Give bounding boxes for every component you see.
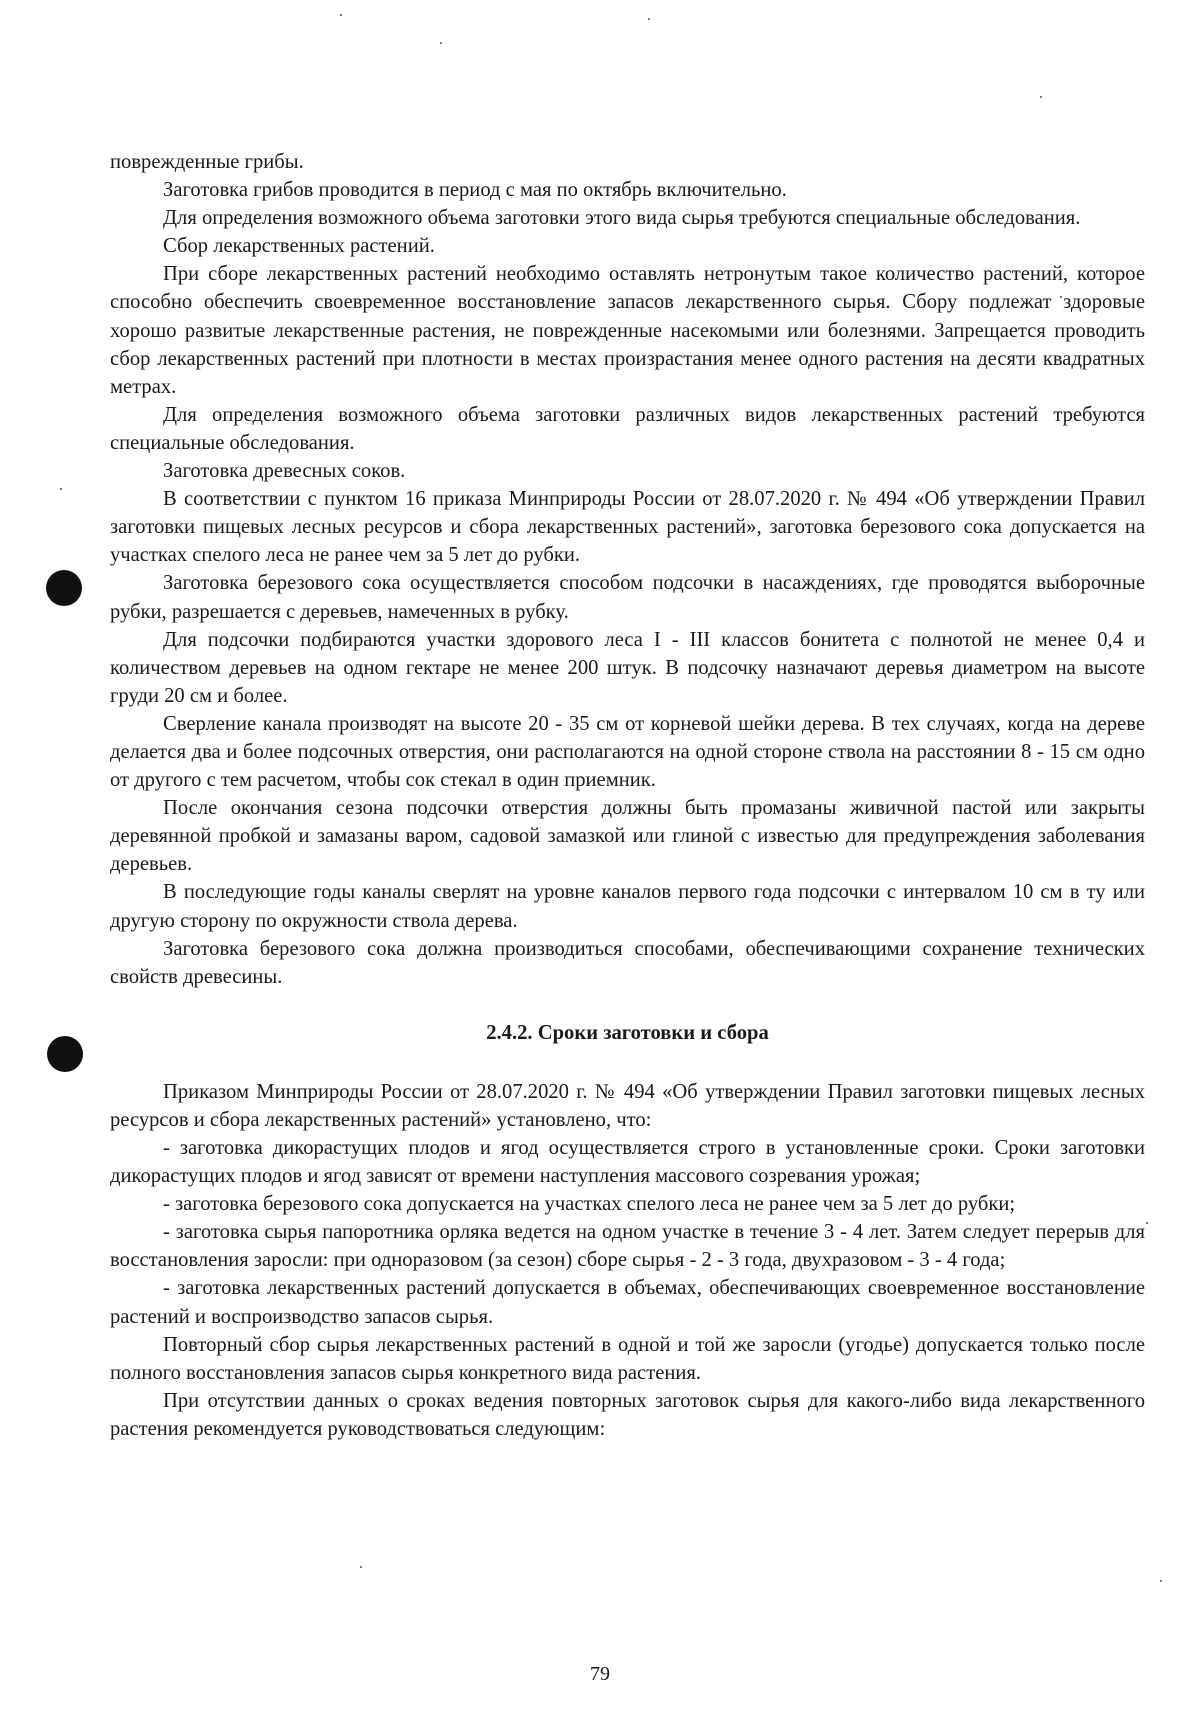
paragraph: Сбор лекарственных растений. [163, 235, 435, 258]
scan-speck [648, 18, 650, 20]
paragraph: При сборе лекарственных растений необходимо оставлять нетронутым такое количество растений, которое способно обеспечить своевременное восстановление запасов лекарственного сырья. Сбору подлежат здоровые хорошо развитые лекарственные растения, не поврежденные насекомыми или болезнями. Запрещается проводить сбор лекарственных растений при плотности в местах произрастания менее одного растения на десяти квадратных метрах. [110, 263, 1145, 398]
scan-speck [60, 488, 62, 490]
paragraph: Сверление канала производят на высоте 20 - 35 см от корневой шейки дерева. В тех случаях, когда на дереве делается два и более подсочных отверстия, они располагаются на одной стороне ствола на расстоянии 8 - 15 см одно от другого с тем расчетом, чтобы сок стекал в один приемник. [110, 712, 1145, 792]
scan-speck [1040, 96, 1042, 98]
paragraph: Заготовка грибов проводится в период с мая по октябрь включительно. [163, 179, 787, 202]
punch-hole-mark [46, 570, 82, 606]
section-heading: 2.4.2. Сроки заготовки и сбора [486, 1021, 769, 1044]
list-item: - заготовка березового сока допускается на участках спелого леса не ранее чем за 5 лет до рубки; [163, 1193, 1016, 1216]
page-number: 79 [590, 1663, 610, 1685]
paragraph: Для определения возможного объема заготовки различных видов лекарственных растений требуются специальные обследования. [110, 403, 1145, 454]
top-paragraphs [110, 148, 1145, 991]
punch-hole-mark [47, 1036, 83, 1072]
paragraph: Для определения возможного объема заготовки этого вида сырья требуются специальные обследования. [163, 207, 1081, 230]
document-page [110, 148, 1145, 1443]
paragraph: При отсутствии данных о сроках ведения повторных заготовок сырья для какого-либо вида лекарственного растения рекомендуется руководствоваться следующим: [110, 1389, 1145, 1440]
list-item: - заготовка дикорастущих плодов и ягод осуществляется строго в установленные сроки. Сроки заготовки дикорастущих плодов и ягод зависят от времени наступления массового созревания урожая; [110, 1137, 1145, 1188]
paragraph: поврежденные грибы. [110, 151, 304, 173]
scan-speck [1146, 1222, 1148, 1224]
paragraph: В соответствии с пунктом 16 приказа Минприроды России от 28.07.2020 г. № 494 «Об утверждении Правил заготовки пищевых лесных ресурсов и сбора лекарственных растений», заготовка березового сока допускается на участках спелого леса не ранее чем за 5 лет до рубки. [110, 488, 1145, 567]
paragraph: Заготовка древесных соков. [163, 460, 406, 483]
paragraph: Заготовка березового сока осуществляется способом подсочки в насаждениях, где проводятся выборочные рубки, разрешается с деревьев, намеченных в рубку. [110, 572, 1145, 623]
bottom-paragraphs [110, 1078, 1145, 1443]
list-item: - заготовка сырья папоротника орляка ведется на одном участке в течение 3 - 4 лет. Затем следует перерыв для восстановления заросли: при одноразовом (за сезон) сборе сырья - 2 - 3 года, двухразовом - 3 - 4 года; [110, 1221, 1145, 1272]
list-item: - заготовка лекарственных растений допускается в объемах, обеспечивающих своевременное восстановление растений и воспроизводство запасов сырья. [110, 1277, 1145, 1328]
scan-speck [360, 1566, 362, 1568]
paragraph: Приказом Минприроды России от 28.07.2020 г. № 494 «Об утверждении Правил заготовки пищевых лесных ресурсов и сбора лекарственных растений» установлено, что: [110, 1080, 1145, 1131]
scan-speck [1160, 1580, 1162, 1582]
paragraph: В последующие годы каналы сверлят на уровне каналов первого года подсочки с интервалом 10 см в ту или другую сторону по окружности ствола дерева. [110, 881, 1145, 932]
scan-speck [340, 14, 342, 16]
paragraph: Повторный сбор сырья лекарственных растений в одной и той же заросли (угодье) допускается только после полного восстановления запасов сырья конкретного вида растения. [110, 1333, 1145, 1384]
paragraph: Заготовка березового сока должна производиться способами, обеспечивающими сохранение технических свойств древесины. [110, 937, 1145, 988]
paragraph: После окончания сезона подсочки отверстия должны быть промазаны живичной пастой или закрыты деревянной пробкой и замазаны варом, садовой замазкой или глиной с известью для предупреждения заболевания деревьев. [110, 797, 1145, 876]
paragraph: Для подсочки подбираются участки здорового леса I - III классов бонитета с полнотой не менее 0,4 и количеством деревьев на одном гектаре не менее 200 штук. В подсочку назначают деревья диаметром на высоте груди 20 см и более. [110, 628, 1145, 707]
scan-speck [440, 42, 442, 44]
